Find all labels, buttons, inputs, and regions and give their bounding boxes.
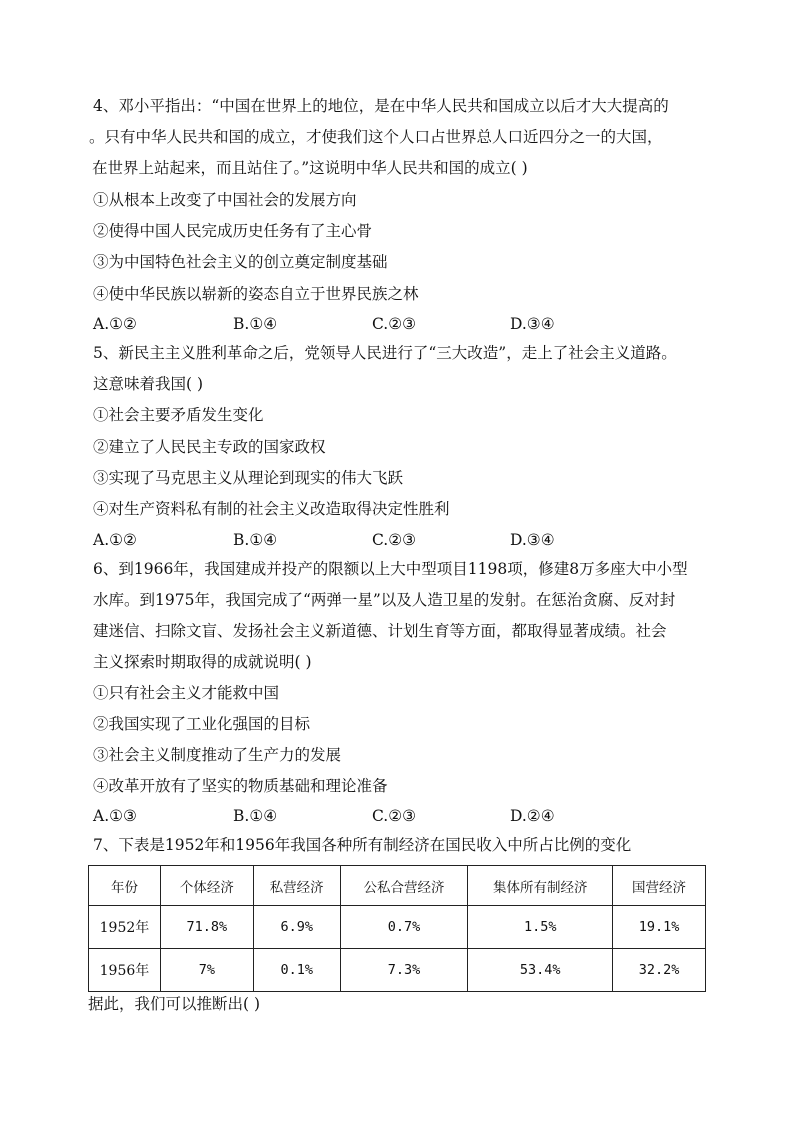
table-header-row (89, 866, 706, 906)
q4-option-b: B.①④ (233, 315, 278, 333)
q6-stem-line-4: 主义探索时期取得的成就说明( ) (93, 653, 312, 671)
q7-after-table: 据此，我们可以推断出( ) (88, 995, 261, 1013)
cell-joint: 0.7% (340, 906, 468, 949)
q5-item-3: ③实现了马克思主义从理论到现实的伟大飞跃 (93, 469, 404, 487)
q4-option-c: C.②③ (372, 315, 417, 333)
q6-stem-line-3: 建迷信、扫除文盲、发扬社会主义新道德、计划生育等方面，都取得显著成绩。社会 (93, 622, 667, 640)
q6-item-3: ③社会主义制度推动了生产力的发展 (93, 746, 342, 764)
header-collective: 集体所有制经济 (468, 866, 613, 906)
q5-option-c: C.②③ (372, 531, 417, 549)
cell-private: 6.9% (253, 906, 340, 949)
q4-stem-line-1: 4、邓小平指出：“中国在世界上的地位，是在中华人民共和国成立以后才大大提高的 (93, 97, 669, 115)
q5-item-1: ①社会主要矛盾发生变化 (93, 406, 264, 424)
q5-item-2: ②建立了人民民主专政的国家政权 (93, 438, 326, 456)
q4-item-4: ④使中华民族以崭新的姿态自立于世界民族之林 (93, 285, 419, 303)
row-year: 1952年 (89, 906, 161, 949)
q4-item-3: ③为中国特色社会主义的创立奠定制度基础 (93, 253, 388, 271)
q6-stem-line-2: 水库。到1975年，我国完成了“两弹一星”以及人造卫星的发射。在惩治贪腐、反对封 (93, 591, 676, 609)
q4-item-2: ②使得中国人民完成历史任务有了主心骨 (93, 222, 373, 240)
q7-stem: 7、下表是1952年和1956年我国各种所有制经济在国民收入中所占比例的变化 (93, 836, 632, 854)
q6-item-4: ④改革开放有了坚实的物质基础和理论准备 (93, 777, 388, 795)
q6-option-c: C.②③ (372, 807, 417, 825)
cell-private: 0.1% (253, 949, 340, 992)
q5-stem-line-1: 5、新民主主义胜利革命之后，党领导人民进行了“三大改造”，走上了社会主义道路。 (93, 344, 677, 362)
q4-option-d: D.③④ (510, 315, 555, 333)
cell-individual: 71.8% (160, 906, 253, 949)
header-private: 私营经济 (253, 866, 340, 906)
header-state: 国营经济 (613, 866, 706, 906)
q6-option-d: D.②④ (510, 807, 555, 825)
q5-option-a: A.①② (93, 531, 137, 549)
header-year: 年份 (89, 866, 161, 906)
cell-state: 32.2% (613, 949, 706, 992)
row-year: 1956年 (89, 949, 161, 992)
cell-state: 19.1% (613, 906, 706, 949)
q6-option-a: A.①③ (93, 807, 137, 825)
q4-stem-line-2: 。只有中华人民共和国的成立，才使我们这个人口占世界总人口近四分之一的大国， (89, 128, 663, 146)
q5-stem-line-2: 这意味着我国( ) (93, 375, 204, 393)
table-row (89, 949, 706, 992)
q5-option-d: D.③④ (510, 531, 555, 549)
q6-stem-line-1: 6、到1966年，我国建成并投产的限额以上大中型项目1198项，修建8万多座大中小型 (93, 560, 688, 578)
table-row (89, 906, 706, 949)
header-joint: 公私合营经济 (340, 866, 468, 906)
cell-individual: 7% (160, 949, 253, 992)
cell-collective: 53.4% (468, 949, 613, 992)
q4-stem-line-3: 在世界上站起来，而且站住了。”这说明中华人民共和国的成立( ) (92, 159, 528, 177)
q5-option-b: B.①④ (233, 531, 278, 549)
q4-option-a: A.①② (93, 315, 137, 333)
q6-item-1: ①只有社会主义才能救中国 (93, 684, 280, 702)
q5-item-4: ④对生产资料私有制的社会主义改造取得决定性胜利 (93, 500, 450, 518)
q4-item-1: ①从根本上改变了中国社会的发展方向 (93, 191, 357, 209)
ownership-table (88, 865, 706, 992)
cell-collective: 1.5% (468, 906, 613, 949)
q6-item-2: ②我国实现了工业化强国的目标 (93, 715, 311, 733)
header-individual: 个体经济 (160, 866, 253, 906)
cell-joint: 7.3% (340, 949, 468, 992)
q6-option-b: B.①④ (233, 807, 278, 825)
